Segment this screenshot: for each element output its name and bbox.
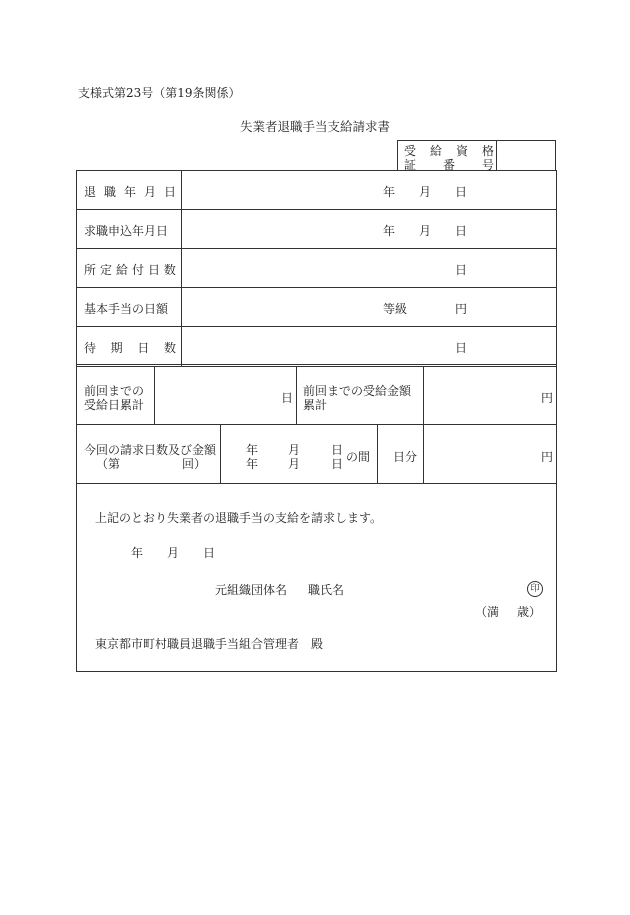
previous-days-label-line-2: 受給日累計 <box>84 398 145 412</box>
certificate-number-label <box>398 141 497 171</box>
form-title: 失業者退職手当支給請求書 <box>239 119 390 134</box>
current-amount-unit: 円 <box>541 450 554 464</box>
waiting-days-label: 待 期 日 数 <box>84 341 176 355</box>
benefit-days-unit: 日 <box>455 263 468 277</box>
current-claim-label-open: （第 <box>96 457 121 471</box>
current-days-unit: 日分 <box>393 450 418 464</box>
previous-days-label-line-1: 前回までの <box>84 384 145 398</box>
organization-name-label: 元組織団体名 <box>215 583 288 597</box>
age-close-label: 歳） <box>517 605 542 619</box>
application-month-unit: 月 <box>419 224 432 238</box>
previous-amount-label-line-2: 累計 <box>303 398 328 412</box>
current-amount-field[interactable] <box>424 425 556 483</box>
retirement-date-label: 退 職 年 月 日 <box>84 185 176 199</box>
application-day-unit: 日 <box>455 224 468 238</box>
row-divider <box>77 483 556 484</box>
application-year-unit: 年 <box>383 224 396 238</box>
previous-amount-field[interactable] <box>424 367 556 424</box>
declaration-date-day: 日 <box>203 546 216 560</box>
period-start-month: 月 <box>288 443 301 457</box>
period-end-day: 日 <box>331 457 344 471</box>
retirement-day-unit: 日 <box>455 185 468 199</box>
period-start-day: 日 <box>331 443 344 457</box>
declaration-date-year: 年 <box>131 546 144 560</box>
current-claim-label-close: 回） <box>182 457 207 471</box>
certificate-label-line-1: 受 給 資 格 <box>404 144 494 158</box>
basic-allowance-daily-label: 基本手当の日額 <box>84 302 169 316</box>
previous-days-field[interactable] <box>155 367 296 424</box>
form-number: 支様式第23号（第19条関係） <box>78 86 241 100</box>
addressee: 東京都市町村職員退職手当組合管理者 殿 <box>95 637 324 651</box>
retirement-month-unit: 月 <box>419 185 432 199</box>
previous-amount-unit: 円 <box>541 391 554 405</box>
declaration-statement: 上記のとおり失業者の退職手当の支給を請求します。 <box>95 511 383 525</box>
period-end-year: 年 <box>246 457 259 471</box>
declaration-date-month: 月 <box>167 546 180 560</box>
job-application-date-label: 求職申込年月日 <box>84 224 169 238</box>
prescribed-benefit-days-field[interactable] <box>182 249 556 287</box>
seal-mark: 印 <box>527 581 543 597</box>
column-divider <box>296 367 297 424</box>
waiting-days-unit: 日 <box>455 341 468 355</box>
period-start-year: 年 <box>246 443 259 457</box>
certificate-number-field[interactable] <box>497 141 555 171</box>
period-end-month: 月 <box>288 457 301 471</box>
retirement-year-unit: 年 <box>383 185 396 199</box>
current-claim-label-line-1: 今回の請求日数及び金額 <box>84 443 217 457</box>
yen-unit: 円 <box>455 302 468 316</box>
retirement-date-field[interactable] <box>182 171 556 209</box>
official-name-label: 職氏名 <box>308 583 345 597</box>
job-application-date-field[interactable] <box>182 210 556 248</box>
main-table <box>76 170 557 672</box>
waiting-days-field[interactable] <box>182 327 556 364</box>
previous-amount-label-line-1: 前回までの受給金額 <box>303 384 412 398</box>
basic-allowance-daily-field[interactable] <box>182 288 556 326</box>
prescribed-benefit-days-label: 所 定 給 付 日 数 <box>84 263 176 277</box>
certificate-number-box <box>397 140 556 170</box>
previous-days-unit: 日 <box>281 391 294 405</box>
certificate-label-line-2: 証 番 号 <box>404 158 494 172</box>
grade-unit: 等級 <box>383 302 408 316</box>
age-open-label: （満 <box>475 605 500 619</box>
period-between-label: の間 <box>346 450 371 464</box>
